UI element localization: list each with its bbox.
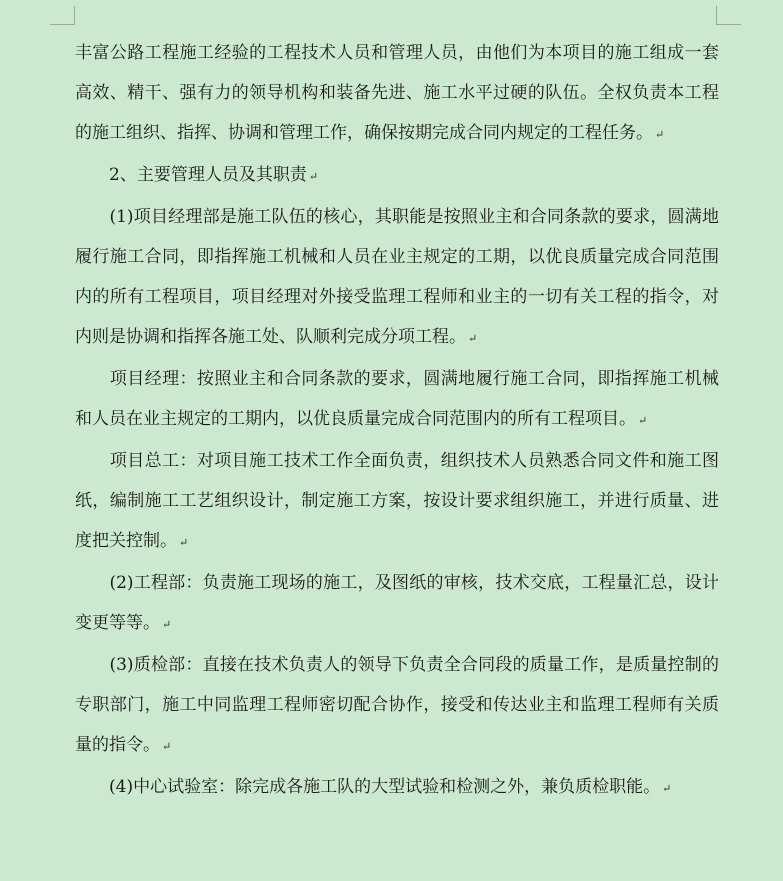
paragraph-text: 项目经理：按照业主和合同条款的要求，圆满地履行施工合同，即指挥施工机械和人员在业主规定的工期内，以优良质量完成合同范围内的所有工程项目。 [75,369,719,429]
paragraph-mark-icon: ↵ [162,618,172,631]
paragraph [75,33,719,155]
page-corner-mark-top-right [716,6,741,25]
paragraph-mark-icon: ↵ [162,740,172,753]
paragraph [75,563,719,645]
paragraph-text: 丰富公路工程施工经验的工程技术人员和管理人员，由他们为本项目的施工组成一套高效、精干、强有力的领导机构和装备先进、施工水平过硬的队伍。全权负责本工程的施工组织、指挥、协调和管理工作，确保按期完成合同内规定的工程任务。 [75,43,719,143]
paragraph-mark-icon: ↵ [308,170,319,183]
paragraph-mark-icon: ↵ [638,414,648,427]
paragraph-text: 项目总工：对项目施工技术工作全面负责，组织技术人员熟悉合同文件和施工图纸，编制施工工艺组织设计，制定施工方案，按设计要求组织施工，并进行质量、进度把关控制。 [75,451,719,551]
paragraph-mark-icon: ↵ [468,332,478,345]
paragraph-text: (3)质检部：直接在技术负责人的领导下负责全合同段的质量工作，是质量控制的专职部门，施工中同监理工程师密切配合协作，接受和传达业主和监理工程师有关质量的指令。 [75,655,719,755]
paragraph [75,359,719,441]
paragraph-text: (4)中心试验室：除完成各施工队的大型试验和检测之外，兼负质检职能。 [75,777,661,797]
document-body[interactable] [75,33,719,809]
paragraph [75,197,719,359]
paragraph-mark-icon: ↵ [655,128,665,141]
paragraph [75,645,719,767]
paragraph-text: 2、主要管理人员及其职责 [75,165,307,185]
paragraph-text: (2)工程部：负责施工现场的施工，及图纸的审核，技术交底，工程量汇总，设计变更等等。 [75,573,719,633]
paragraph-mark-icon: ↵ [179,536,189,549]
section-heading [75,155,719,197]
paragraph [75,767,719,809]
page-corner-mark-top-left [50,6,75,25]
paragraph [75,441,719,563]
paragraph-mark-icon: ↵ [662,782,672,795]
paragraph-text: (1)项目经理部是施工队伍的核心，其职能是按照业主和合同条款的要求，圆满地履行施工合同，即指挥施工机械和人员在业主规定的工期，以优良质量完成合同范围内的所有工程项目，项目经理对外接受监理工程师和业主的一切有关工程的指令，对内则是协调和指挥各施工处、队顺利完成分项工程。 [75,207,719,347]
